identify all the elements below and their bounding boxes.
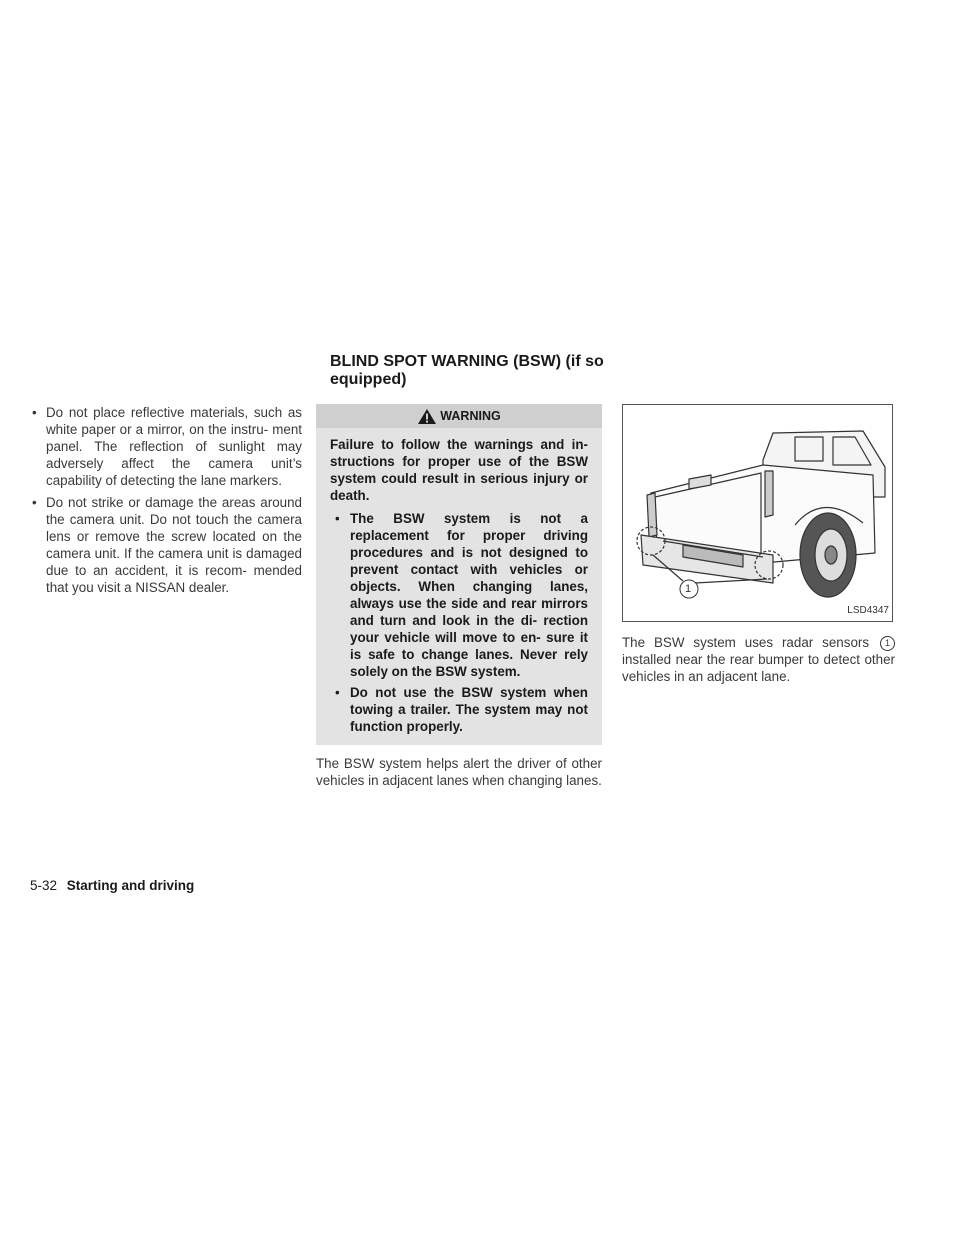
right-column [622, 404, 895, 698]
bullet-camera-damage: • Do not strike or damage the areas around the camera unit. Do not touch the camera lens or remove the screw located on the camera unit. If the camera unit is damaged due to an accident, it is recom- mended that you visit a NISSAN dealer. [30, 494, 302, 596]
radar-text-after: installed near the rear bumper to detect other vehicles in an adjacent lane. [622, 652, 895, 684]
warning-box [316, 404, 602, 745]
figure-code: LSD4347 [847, 605, 889, 616]
radar-sensors-description [622, 634, 895, 685]
warning-intro: Failure to follow the warnings and in- structions for proper use of the BSW system could result in serious injury or death. [330, 437, 588, 503]
page-number: 5-32 [30, 878, 58, 893]
warning-header [316, 404, 602, 428]
warning-title: WARNING [440, 408, 501, 423]
warning-item-trailer: • Do not use the BSW system when towing a trailer. The system may not function properly. [316, 682, 602, 737]
bsw-description: The BSW system helps alert the driver of other vehicles in adjacent lanes when changing lanes. [316, 756, 602, 788]
left-column [30, 404, 302, 601]
truck-rear-figure [622, 404, 893, 622]
figure-callout-1: 1 [685, 583, 692, 595]
bullet-reflective-materials: • Do not place reflective materials, such as white paper or a mirror, on the instru- ment panel. The reflection of sunlight may adversely affect the camera unit’s capability of detecting the lane markers. [30, 404, 302, 489]
footer-section: Starting and driving [66, 878, 195, 893]
section-title: BLIND SPOT WARNING (BSW) (if so equipped) [330, 353, 604, 388]
truck-illustration [623, 405, 894, 623]
middle-column [316, 404, 602, 802]
warning-item-replacement: • The BSW system is not a replacement for proper driving procedures and is not designed to prevent contact with vehicles or objects. When changing lanes, always use the side and rear mirrors and turn and look in the di- rection your vehicle will move to en- sure it is safe to change lanes. Never rely solely on the BSW system. [316, 508, 602, 682]
warning-triangle-icon [417, 408, 437, 425]
page-footer [30, 878, 194, 893]
callout-marker-1: 1 [880, 636, 895, 651]
radar-text-before: The BSW system uses radar sensors [622, 635, 870, 650]
